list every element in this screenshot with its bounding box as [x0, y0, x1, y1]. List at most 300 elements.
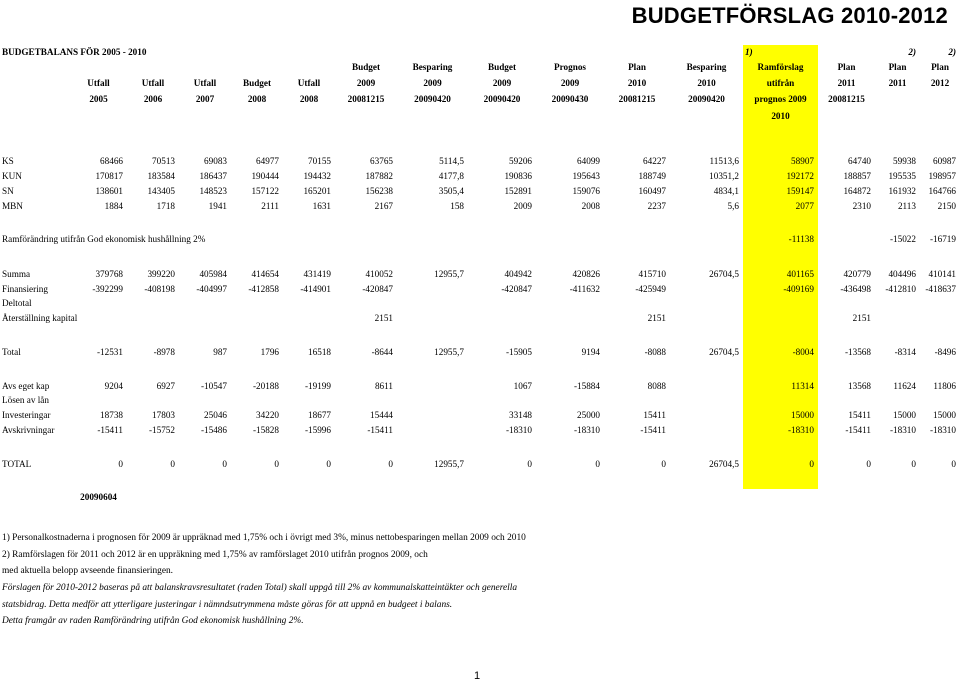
table-cell: [920, 296, 960, 310]
table-cell: 0: [326, 458, 331, 469]
table-cell: [536, 124, 604, 153]
column-header: 20081215: [618, 94, 656, 104]
table-cell: 164766: [928, 185, 956, 196]
table-cell: [127, 213, 179, 231]
table-cell: 4834,1: [713, 185, 739, 196]
column-header: 2006: [143, 94, 163, 104]
table-cell: [536, 471, 604, 489]
table-cell: -425949: [635, 283, 666, 294]
table-cell: 188749: [638, 170, 666, 181]
table-cell: 70155: [308, 155, 331, 166]
table-cell: -8004: [743, 344, 818, 359]
table-cell: [920, 437, 960, 456]
table-cell: 0: [118, 458, 123, 469]
table-cell: [335, 393, 397, 407]
table-cell: 60987: [933, 155, 956, 166]
table-cell: [70, 437, 127, 456]
table-cell: 404942: [504, 268, 532, 279]
table-cell: [875, 247, 920, 266]
table-cell: 1631: [312, 200, 331, 211]
column-header: 2005: [89, 94, 108, 104]
table-row: [0, 422, 960, 437]
table-cell: 59938: [893, 155, 916, 166]
table-cell: [70, 325, 127, 344]
column-header: 2009: [356, 78, 376, 88]
table-cell: -20188: [252, 380, 279, 391]
table-cell: 11806: [933, 380, 956, 391]
table-cell: [70, 471, 127, 489]
table-cell: -414901: [300, 283, 331, 294]
table-cell: 3505,4: [438, 185, 464, 196]
table-cell: 164872: [843, 185, 871, 196]
table-cell: 2310: [852, 200, 871, 211]
table-cell: 399220: [147, 268, 175, 279]
row-label: [0, 124, 70, 153]
table-cell: 379768: [95, 268, 123, 279]
table-cell: [468, 124, 536, 153]
table-cell: -11138: [743, 231, 818, 247]
table-cell: [397, 378, 468, 393]
table-cell: [70, 296, 127, 310]
table-cell: 64099: [577, 155, 600, 166]
table-cell: [670, 489, 743, 504]
column-header: 20090420: [414, 94, 451, 104]
table-cell: 188857: [843, 170, 871, 181]
column-header: 2008: [299, 94, 319, 104]
spacer-cell: [0, 0, 960, 45]
table-cell: [283, 359, 335, 378]
table-cell: [468, 471, 536, 489]
table-cell: [604, 437, 670, 456]
row-label: Total: [2, 346, 21, 357]
table-cell: 0: [951, 458, 956, 469]
table-cell: [335, 124, 397, 153]
table-cell: 0: [388, 458, 393, 469]
footnote-marker: 2): [908, 47, 916, 57]
column-header: 2009: [423, 78, 442, 88]
column-header: prognos 2009: [743, 91, 818, 107]
spacer-row: [0, 213, 960, 231]
table-cell: [875, 489, 920, 504]
table-cell: [818, 247, 875, 266]
table-row: [0, 231, 960, 247]
table-cell: [604, 325, 670, 344]
table-cell: 410052: [365, 268, 393, 279]
footnote-line: Förslagen för 2010-2012 baseras på att balanskravsresultatet (raden Total) skall uppgå till 2% av kommunalskatteintäkter och generella: [2, 583, 518, 593]
table-cell: 0: [595, 458, 600, 469]
footnote-marker: 2): [948, 47, 956, 57]
table-cell: 18738: [100, 409, 123, 420]
table-cell: [536, 437, 604, 456]
table-cell: [231, 359, 283, 378]
table-cell: -420847: [362, 283, 393, 294]
column-header: 2011: [837, 78, 856, 88]
table-cell: 0: [866, 458, 871, 469]
header-row: [0, 75, 960, 91]
table-cell: 420779: [843, 268, 871, 279]
table-cell: [536, 359, 604, 378]
table-cell: [604, 213, 670, 231]
table-cell: [283, 59, 335, 75]
spacer-row: [0, 471, 960, 489]
table-cell: [536, 247, 604, 266]
table-cell: 190836: [504, 170, 532, 181]
table-cell: [604, 124, 670, 153]
table-cell: 2151: [647, 312, 666, 323]
table-cell: 68466: [100, 155, 123, 166]
table-cell: 64227: [643, 155, 666, 166]
table-cell: [231, 310, 283, 325]
table-cell: 190444: [251, 170, 279, 181]
column-header: Budget: [351, 62, 381, 72]
table-cell: -411632: [569, 283, 600, 294]
table-cell: -404997: [196, 283, 227, 294]
table-cell: [179, 489, 231, 504]
page-title: BUDGETFÖRSLAG 2010-2012: [631, 3, 948, 28]
table-cell: 12955,7: [434, 268, 464, 279]
row-label: KUN: [2, 170, 22, 181]
table-cell: 186437: [199, 170, 227, 181]
table-cell: [127, 310, 179, 325]
table-cell: -8644: [371, 346, 393, 357]
table-cell: [231, 247, 283, 266]
table-cell: [231, 296, 283, 310]
table-cell: [0, 489, 70, 504]
column-header: Utfall: [87, 78, 110, 88]
table-cell: 15411: [643, 409, 666, 420]
table-cell: 159076: [572, 185, 600, 196]
table-cell: 0: [661, 458, 666, 469]
table-cell: 5,6: [727, 200, 739, 211]
table-cell: [283, 393, 335, 407]
footnote-line: Detta framgår av raden Ramförändring utifrån God ekonomisk hushållning 2%.: [2, 616, 304, 626]
table-cell: 15411: [848, 409, 871, 420]
table-cell: [875, 296, 920, 310]
table-cell: 18677: [308, 409, 331, 420]
table-cell: 138601: [95, 185, 123, 196]
table-cell: [670, 325, 743, 344]
table-cell: [231, 325, 283, 344]
table-cell: [670, 296, 743, 310]
column-header: Plan: [888, 62, 907, 72]
table-cell: -19199: [304, 380, 331, 391]
row-label: TOTAL: [2, 458, 32, 469]
table-cell: [875, 393, 920, 407]
table-cell: [179, 124, 231, 153]
table-cell: 13568: [848, 380, 871, 391]
table-cell: [670, 471, 743, 489]
table-cell: [283, 124, 335, 153]
table-cell: [127, 489, 179, 504]
table-cell: 15000: [933, 409, 956, 420]
column-header: 2009: [492, 78, 512, 88]
table-cell: [468, 325, 536, 344]
table-cell: [818, 393, 875, 407]
row-label: Ramförändring utifrån God ekonomisk hushållning 2%: [2, 234, 206, 244]
table-cell: [875, 359, 920, 378]
table-cell: [335, 296, 397, 310]
column-header: 2010: [627, 78, 647, 88]
table-cell: [818, 471, 875, 489]
table-cell: [283, 489, 335, 504]
table-cell: 0: [222, 458, 227, 469]
table-cell: 11513,6: [709, 155, 739, 166]
table-cell: 15444: [370, 409, 393, 420]
table-cell: [283, 213, 335, 231]
table-cell: 183584: [147, 170, 175, 181]
table-cell: [231, 107, 283, 124]
table-cell: [70, 124, 127, 153]
table-cell: [0, 59, 70, 75]
table-cell: [70, 310, 127, 325]
table-cell: [670, 310, 743, 325]
column-header: Budget: [487, 62, 517, 72]
row-label: [0, 325, 70, 344]
section-title-row: [0, 45, 960, 59]
table-cell: 158: [450, 200, 464, 211]
table-cell: 69083: [204, 155, 227, 166]
table-cell: 1718: [156, 200, 175, 211]
table-cell: [179, 359, 231, 378]
page-number: 1: [474, 670, 481, 682]
footnote-line: med aktuella belopp avseende finansieringen.: [2, 566, 174, 576]
table-cell: 2008: [581, 200, 600, 211]
table-cell: [536, 296, 604, 310]
table-cell: [283, 231, 335, 247]
table-cell: [335, 107, 397, 124]
table-cell: 161932: [888, 185, 916, 196]
column-header: Besparing: [412, 62, 453, 72]
spacer-row: [0, 0, 960, 45]
table-row: [0, 183, 960, 198]
table-cell: 5114,5: [439, 155, 464, 166]
spacer-row: [0, 325, 960, 344]
footnote-line: statsbidrag. Detta medför att ytterligare justeringar i nämndsutrymmena måste göras för att uppnå en budgeet i balans.: [2, 600, 453, 610]
table-cell: -10547: [200, 380, 227, 391]
table-cell: [536, 310, 604, 325]
table-cell: [920, 213, 960, 231]
table-cell: [818, 359, 875, 378]
table-cell: -412810: [885, 283, 916, 294]
table-cell: 12955,7: [434, 346, 464, 357]
table-cell: [670, 45, 743, 59]
table-cell: 2113: [897, 200, 916, 211]
table-cell: [468, 213, 536, 231]
table-cell: [283, 247, 335, 266]
table-cell: 187882: [365, 170, 393, 181]
table-cell: [179, 325, 231, 344]
column-header: Prognos: [554, 62, 586, 72]
table-cell: [127, 107, 179, 124]
table-cell: -15411: [640, 424, 666, 435]
table-cell: -18310: [573, 424, 600, 435]
row-label: MBN: [2, 200, 23, 211]
table-cell: [818, 231, 875, 247]
column-header: Ramförslag: [743, 59, 818, 75]
row-label: Avs eget kap: [2, 380, 50, 391]
table-cell: [179, 471, 231, 489]
table-cell: [283, 310, 335, 325]
table-cell: 431419: [303, 268, 331, 279]
table-cell: [536, 489, 604, 504]
table-cell: [670, 247, 743, 266]
table-cell: [818, 124, 875, 153]
table-cell: [604, 296, 670, 310]
table-cell: [179, 296, 231, 310]
table-cell: [397, 359, 468, 378]
column-header: 2007: [195, 94, 215, 104]
table-cell: [468, 310, 536, 325]
table-cell: [335, 489, 397, 504]
table-cell: -15411: [97, 424, 123, 435]
table-cell: 157122: [251, 185, 279, 196]
table-cell: 420826: [572, 268, 600, 279]
table-cell: 159147: [743, 183, 818, 198]
table-cell: [397, 213, 468, 231]
table-cell: -12531: [96, 346, 123, 357]
table-row: [0, 344, 960, 359]
column-header: Plan: [931, 62, 949, 72]
table-row: [0, 281, 960, 296]
table-cell: [670, 359, 743, 378]
table-cell: [743, 471, 818, 489]
table-cell: -8978: [153, 346, 175, 357]
table-cell: 1884: [104, 200, 123, 211]
table-cell: 1067: [513, 380, 532, 391]
row-label: Deltotal: [2, 298, 32, 308]
table-cell: 401165: [743, 266, 818, 281]
table-cell: [397, 247, 468, 266]
row-label: SN: [2, 185, 14, 196]
table-cell: [335, 471, 397, 489]
table-cell: 404496: [888, 268, 916, 279]
footnote-marker: 1): [743, 45, 818, 59]
table-cell: [397, 231, 468, 247]
table-cell: [0, 107, 70, 124]
column-header: 2009: [560, 78, 580, 88]
table-cell: [127, 124, 179, 153]
column-header: 2012: [930, 78, 950, 88]
table-cell: [604, 231, 670, 247]
table-row: [0, 266, 960, 281]
table-cell: [875, 437, 920, 456]
table-cell: [397, 471, 468, 489]
table-cell: 33148: [509, 409, 532, 420]
table-cell: [743, 325, 818, 344]
table-cell: [875, 213, 920, 231]
table-cell: 170817: [95, 170, 123, 181]
table-cell: [468, 247, 536, 266]
table-cell: [920, 325, 960, 344]
table-cell: 2077: [743, 198, 818, 213]
column-header: Utfall: [193, 78, 217, 88]
date-stamp: 20090604: [80, 491, 117, 502]
table-cell: [670, 393, 743, 407]
table-cell: [335, 325, 397, 344]
table-cell: [743, 310, 818, 325]
table-cell: [536, 393, 604, 407]
spacer-row: [0, 247, 960, 266]
table-cell: [670, 378, 743, 393]
table-cell: 2151: [374, 312, 393, 323]
table-cell: -392299: [92, 283, 123, 294]
table-cell: [468, 359, 536, 378]
table-cell: [70, 359, 127, 378]
header-row: [0, 59, 960, 75]
table-cell: 0: [274, 458, 279, 469]
column-header: utifrån: [743, 75, 818, 91]
table-cell: [127, 247, 179, 266]
table-cell: 2237: [647, 200, 666, 211]
table-cell: 10351,2: [709, 170, 739, 181]
table-cell: [818, 296, 875, 310]
table-cell: -18310: [889, 424, 916, 435]
row-label: Avskrivningar: [2, 424, 55, 435]
table-cell: -15828: [252, 424, 279, 435]
table-cell: 15000: [743, 407, 818, 422]
table-cell: [127, 437, 179, 456]
table-cell: 15000: [893, 409, 916, 420]
table-cell: 194432: [303, 170, 331, 181]
table-cell: 59206: [509, 155, 532, 166]
table-cell: [397, 489, 468, 504]
table-cell: 34220: [256, 409, 279, 420]
row-label: Lösen av lån: [2, 395, 49, 405]
table-cell: -15486: [200, 424, 227, 435]
table-cell: [920, 310, 960, 325]
date-row: [0, 489, 960, 504]
table-cell: [743, 437, 818, 456]
table-cell: [179, 393, 231, 407]
table-cell: [818, 213, 875, 231]
table-row: [0, 407, 960, 422]
table-cell: [743, 359, 818, 378]
table-cell: [670, 407, 743, 422]
table-cell: 195535: [888, 170, 916, 181]
table-cell: 25046: [204, 409, 227, 420]
table-cell: [70, 59, 127, 75]
row-label: [0, 471, 70, 489]
row-label: [0, 213, 70, 231]
table-cell: [70, 247, 127, 266]
table-cell: -18310: [505, 424, 532, 435]
table-cell: 2151: [852, 312, 871, 323]
table-cell: -8088: [644, 346, 666, 357]
row-label: Investeringar: [2, 409, 51, 420]
table-cell: [231, 393, 283, 407]
table-cell: [397, 107, 468, 124]
table-cell: 195643: [572, 170, 600, 181]
table-cell: -408198: [144, 283, 175, 294]
table-cell: [818, 325, 875, 344]
spacer-row: [0, 359, 960, 378]
table-cell: 2111: [261, 200, 279, 211]
table-cell: [875, 310, 920, 325]
column-header: 2008: [247, 94, 267, 104]
table-cell: 152891: [504, 185, 532, 196]
table-cell: [670, 231, 743, 247]
table-cell: [231, 213, 283, 231]
table-cell: -15752: [148, 424, 175, 435]
table-cell: [670, 124, 743, 153]
table-cell: [397, 281, 468, 296]
column-header: Budget: [242, 78, 272, 88]
table-cell: [335, 213, 397, 231]
row-label: [0, 247, 70, 266]
table-cell: 25000: [577, 409, 600, 420]
table-cell: 9204: [104, 380, 123, 391]
table-cell: [875, 471, 920, 489]
